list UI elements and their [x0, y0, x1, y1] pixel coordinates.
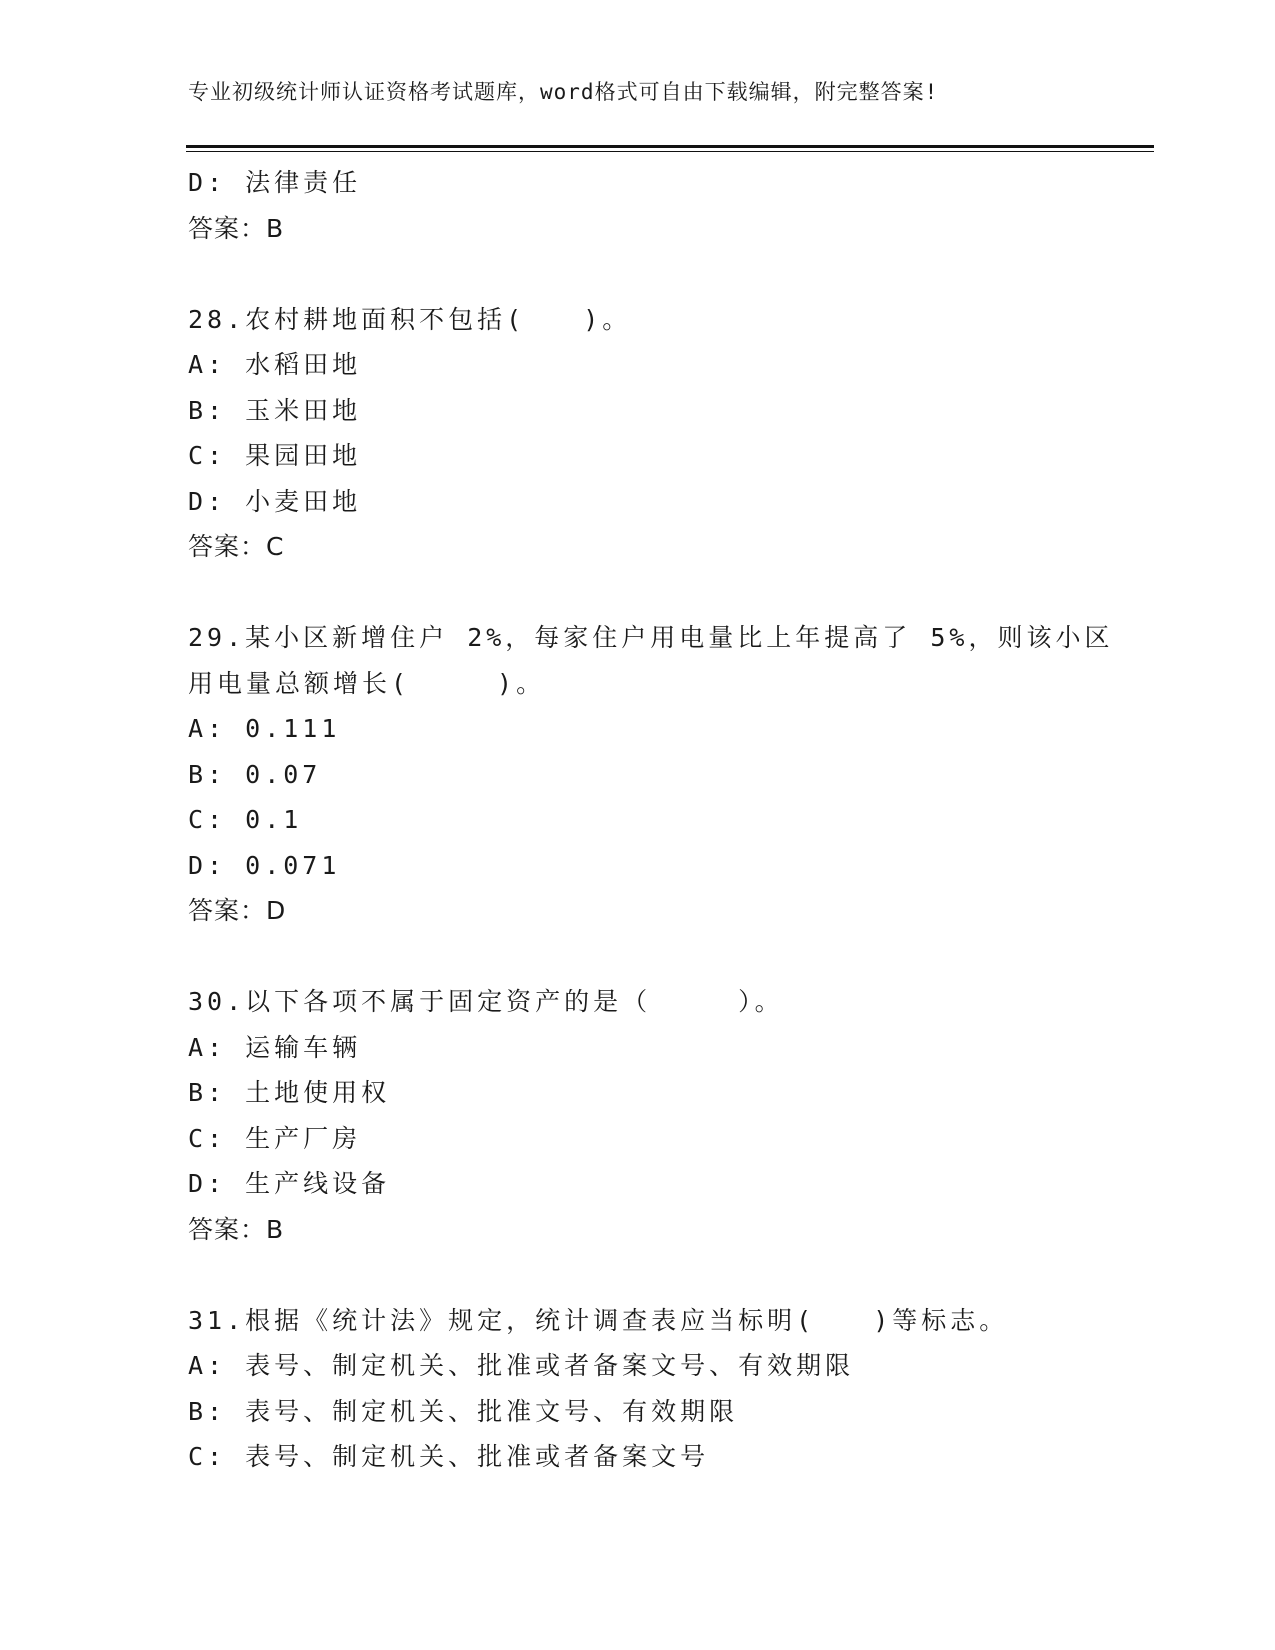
option-a: A: 0.111 [188, 714, 341, 743]
page-header-title: 专业初级统计师认证资格考试题库，word格式可自由下载编辑，附完整答案! [188, 80, 939, 104]
option-d: D: 小麦田地 [188, 486, 362, 516]
answer: 答案：B [188, 213, 285, 243]
option-d: D: 0.071 [188, 850, 341, 880]
question-stem-line-1: 29.某小区新增住户 2%，每家住户用电量比上年提高了 5%，则该小区 [188, 623, 1114, 652]
option-b: B: 0.07 [188, 759, 322, 789]
spacer [188, 934, 1088, 980]
option-a: A: 表号、制定机关、批准或者备案文号、有效期限 [188, 1351, 855, 1380]
spacer [188, 570, 1088, 616]
answer: 答案：B [188, 1214, 285, 1244]
option-a: A: 运输车辆 [188, 1032, 362, 1062]
option-b: B: 土地使用权 [188, 1078, 391, 1107]
question-block-29 [188, 615, 1114, 934]
option-c: C: 表号、制定机关、批准或者备案文号 [188, 1442, 710, 1471]
spacer [188, 251, 1088, 297]
option-d: D: 生产线设备 [188, 1169, 391, 1198]
question-block-30 [188, 979, 1088, 1252]
question-block-31 [188, 1298, 1088, 1480]
question-stem: 28.农村耕地面积不包括( )。 [188, 304, 632, 334]
header-divider-thin [186, 151, 1154, 152]
question-stem: 30.以下各项不属于固定资产的是（ ）。 [188, 987, 784, 1016]
option-b: B: 玉米田地 [188, 395, 362, 425]
question-block-27 [188, 160, 1088, 251]
option-c: C: 生产厂房 [188, 1123, 362, 1153]
answer: 答案：D [188, 896, 287, 925]
header-divider-thick [186, 145, 1154, 148]
option-b: B: 表号、制定机关、批准文号、有效期限 [188, 1396, 739, 1426]
question-stem: 31.根据《统计法》规定，统计调查表应当标明( )等标志。 [188, 1305, 1009, 1335]
answer: 答案：C [188, 532, 285, 561]
question-stem-line-2: 用电量总额增长( )。 [188, 668, 546, 698]
question-list [188, 160, 1114, 1480]
option-a: A: 水稻田地 [188, 350, 362, 379]
option-d: D: 法律责任 [188, 168, 362, 197]
spacer [188, 1252, 1088, 1298]
option-c: C: 0.1 [188, 805, 303, 834]
option-c: C: 果园田地 [188, 441, 362, 470]
question-block-28 [188, 297, 1088, 570]
